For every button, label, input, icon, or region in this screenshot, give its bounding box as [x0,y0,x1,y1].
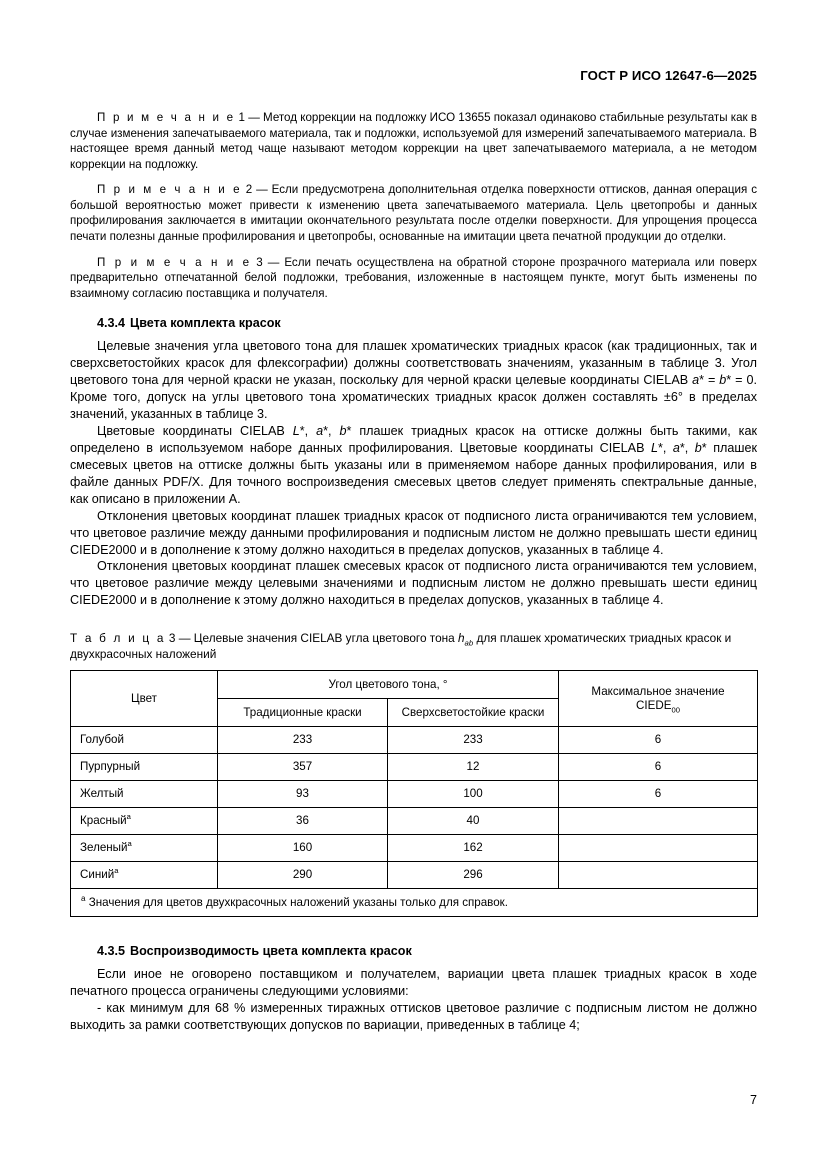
section-435-number: 4.3.5 [97,944,126,959]
table-cell-color: Пурпурный [71,754,218,781]
page-header-standard-title: ГОСТ Р ИСО 12647-6—2025 [580,68,757,83]
table-cell-traditional: 93 [218,781,388,808]
table-row [71,862,758,889]
table-cell-ciede [559,862,758,889]
table-3-header-ciede-base: CIEDE [636,698,672,712]
table-cell-ultra: 162 [388,835,559,862]
section-435-title: Воспроизводимость цвета комплекта красок [130,944,412,959]
footnote-marker: a [114,866,119,876]
paragraph-434-2: Цветовые координаты CIELAB L*, a*, b* плашек триадных красок на оттиске должны быть такими, как определено в используемом наборе данных профилирования. Цветовые координаты CIELAB L*, a*, b* плашек смесевых цветов на оттиске должны быть указаны или в применяемом наборе данных профилирования, или в файле данных PDF/X. Для точного воспроизведения смесевых цветов следует применять спектральные данные, как описано в приложении А. [70,423,757,506]
table-cell-ciede: 6 [559,727,758,754]
note-1-label: П р и м е ч а н и е [97,111,236,124]
table-cell-traditional: 357 [218,754,388,781]
table-3-caption-hab: $h_{ab}$ [457,631,474,648]
table-3 [70,670,758,917]
table-3-header-hue-group: Угол цветового тона, ° [218,671,559,699]
table-3-footnote-text: Значения для цветов двухкрасочных наложений указаны только для справок. [88,896,508,909]
note-1 [70,110,757,172]
table-3-caption-text-2: для плашек хроматических триадных красок и двухкрасочных наложений [70,631,732,662]
table-cell-color: Красный$^a$ [71,808,218,835]
table-3-header-ciede [559,671,758,727]
section-heading-4-3-5 [70,943,757,960]
table-3-foot [71,889,758,917]
table-3-header-row-1 [71,671,758,699]
table-cell-traditional: 160 [218,835,388,862]
table-3-footnote-cell [71,889,758,917]
table-row [71,781,758,808]
table-3-caption-number: 3 [168,631,176,646]
table-cell-color: Желтый [71,781,218,808]
note-3-text: Если печать осуществлена на обратной стороне прозрачного материала или поверх предварительно отпечатанной белой подложки, требования, изложенные в настоящем пункте, могут быть изменены по взаимному согласию поставщика и получателя. [70,255,757,300]
note-2-text: Если предусмотрена дополнительная отделка поверхности оттисков, данная операция с большой вероятностью может привести к изменению цвета запечатываемого материала. Цель цветопробы и данных профилирования заключается в имитации окончательного результата после отделки поверхности. Для упрощения процесса печати полезны данные профилирования и цветопробы, основанные на имитации цвета печатной продукции до отделки. [70,183,758,244]
note-3 [70,255,757,302]
table-3-header-ciede-sub: 00 [671,704,680,714]
table-3-caption [70,631,757,663]
table-cell-color: Зеленый$^a$ [71,835,218,862]
table-cell-ciede: 6 [559,781,758,808]
table-cell-color: Синий$^a$ [71,862,218,889]
bullet-435-1: - как минимум для 68 % измеренных тиражных оттисков цветовое различие с подписным листом не должно выходить за рамки соответствующих допусков по вариации, приведенных в таблице 4; [70,1000,757,1032]
table-3-caption-label: Т а б л и ц а [70,631,166,646]
paragraph-434-1: Целевые значения угла цветового тона для плашек хроматических триадных красок (как традиционных, так и сверхсветостойких красок для флексографии) должны соответствовать значениям, указанным в таблице 3. Угол цветового тона для черной краски не указан, поскольку для черной краски целевые координаты CIELAB a* = b* = 0. Кроме того, допуск на углы цветового тона хроматических триадных красок должен составлять ±6° в пределах значений, указанных в таблице 3. [70,339,757,422]
table-3-caption-text-1: Целевые значения CIELAB угла цветового тона [193,631,458,646]
note-1-number: 1 [238,111,245,124]
section-435-body [70,966,757,1034]
table-3-footnote-row [71,889,758,917]
table-cell-ultra: 233 [388,727,559,754]
table-3-header-traditional: Традиционные краски [218,699,388,727]
note-2-number: 2 [245,183,253,197]
table-cell-traditional: 36 [218,808,388,835]
table-row [71,727,758,754]
note-1-text: Метод коррекции на подложку ИСО 13655 показал одинаково стабильные результаты как в случае изменения запечатываемого материала, так и подложки, используемой для измерений запечатываемого материала. В настоящее время данный метод чаще называют методом коррекции на цвет запечатываемого материала, а не методом коррекции на подложку. [70,111,758,171]
table-cell-ultra: 100 [388,781,559,808]
table-cell-traditional: 233 [218,727,388,754]
paragraph-435-1: Если иное не оговорено поставщиком и получателем, вариации цвета плашек триадных красок в ходе печатного процесса ограничены следующими условиями: [70,967,757,998]
note-2-label: П р и м е ч а н и е [97,183,242,197]
table-3-header-ciede-line1: Максимальное значение [591,684,725,698]
section-heading-4-3-4 [70,315,757,332]
table-cell-ciede [559,835,758,862]
note-2 [70,182,757,244]
table-3-footnote-mark: a [81,894,86,904]
table-row [71,808,758,835]
note-3-dash: — [267,255,280,269]
note-2-dash: — [256,183,268,197]
table-cell-ciede [559,808,758,835]
page-number: 7 [749,1093,757,1107]
table-row [71,754,758,781]
table-3-header-color: Цвет [71,671,218,727]
table-cell-color: Голубой [71,727,218,754]
paragraph-434-3: Отклонения цветовых координат плашек триадных красок от подписного листа ограничиваются тем условием, что цветовое различие между данными профилирования и подписным листом не должно превышать шести единиц CIEDE2000 и в дополнение к этому должно находиться в пределах допусков, указанных в таблице 4. [70,508,757,557]
page-content [70,110,757,1034]
table-cell-traditional: 290 [218,862,388,889]
note-3-label: П р и м е ч а н и е [97,255,252,269]
table-3-caption-dash: — [178,631,191,646]
footnote-marker: a [126,812,131,822]
table-cell-ultra: 40 [388,808,559,835]
table-3-head [71,671,758,727]
table-3-body [71,727,758,889]
note-1-dash: — [248,111,260,124]
table-3-header-ultra: Сверхсветостойкие краски [388,699,559,727]
footnote-marker: a [127,839,132,849]
section-434-title: Цвета комплекта красок [130,316,281,331]
paragraph-434-4: Отклонения цветовых координат плашек смесевых красок от подписного листа ограничиваются тем условием, что цветовое различие между целевыми значениями и подписным листом не должно превышать шести единиц CIEDE2000 и в дополнение к этому должно находиться в пределах допусков, указанных в таблице 4. [70,559,757,608]
table-cell-ultra: 296 [388,862,559,889]
table-cell-ciede: 6 [559,754,758,781]
section-434-number: 4.3.4 [97,316,126,331]
table-row [71,835,758,862]
note-3-number: 3 [256,255,263,269]
section-434-body [70,338,757,609]
table-cell-ultra: 12 [388,754,559,781]
